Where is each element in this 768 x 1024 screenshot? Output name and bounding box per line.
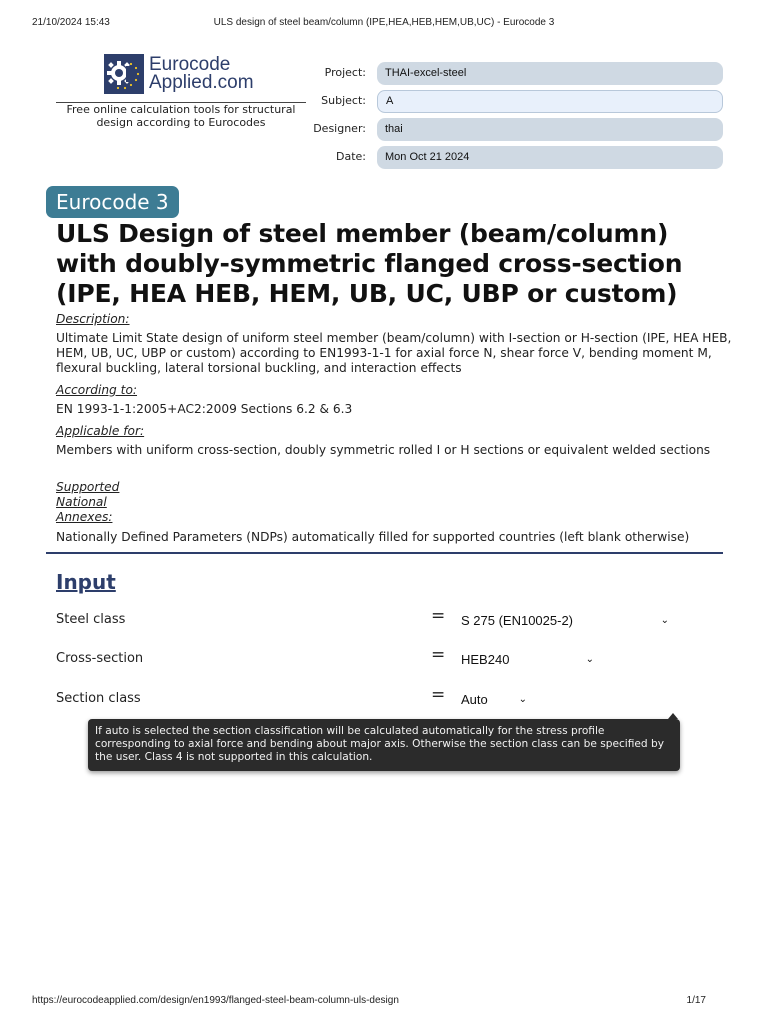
site-tagline: Free online calculation tools for structural design according to Eurocodes — [66, 103, 296, 129]
section-class-row — [56, 687, 736, 711]
annex-label-line-2: National — [56, 495, 107, 509]
project-label: Project: — [324, 66, 366, 79]
annex-text: Nationally Defined Parameters (NDPs) automatically filled for supported countries (left blank otherwise) — [56, 530, 690, 544]
chevron-down-icon: ⌄ — [585, 654, 594, 665]
steel-class-row — [56, 608, 736, 632]
print-page-title: ULS design of steel beam/column (IPE,HEA,HEB,HEM,UB,UC) - Eurocode 3 — [213, 17, 555, 28]
date-label: Date: — [336, 150, 366, 163]
project-info-form — [300, 62, 723, 174]
date-input[interactable]: Mon Oct 21 2024 — [377, 146, 723, 169]
steel-class-value: S 275 (EN10025-2) — [461, 613, 574, 628]
equals-sign: = — [431, 606, 446, 626]
project-input[interactable]: THAI-excel-steel — [377, 62, 723, 85]
date-row — [300, 146, 723, 169]
chevron-down-icon: ⌄ — [660, 615, 669, 626]
print-url: https://eurocodeapplied.com/design/en1993/flanged-steel-beam-column-uls-design — [32, 995, 399, 1006]
designer-input[interactable]: thai — [377, 118, 723, 141]
cross-section-label: Cross-section — [56, 651, 144, 666]
designer-label: Designer: — [313, 122, 366, 135]
applicable-label: Applicable for: — [56, 424, 145, 438]
print-page-number: 1/17 — [686, 995, 706, 1006]
applicable-block — [56, 424, 736, 458]
cross-section-select[interactable] — [453, 649, 594, 671]
equals-sign: = — [431, 685, 446, 705]
section-class-select[interactable] — [453, 689, 527, 711]
steel-class-label: Steel class — [56, 612, 126, 627]
annex-block — [56, 480, 736, 545]
section-class-value: Auto — [461, 692, 488, 707]
print-datetime: 21/10/2024 15:43 — [32, 17, 110, 28]
description-block — [56, 312, 736, 376]
section-class-label: Section class — [56, 691, 141, 706]
subject-input[interactable]: A — [377, 90, 723, 113]
cross-section-value: HEB240 — [461, 652, 510, 667]
annex-label-line-3: Annexes: — [56, 510, 113, 524]
subject-row — [300, 90, 723, 113]
chevron-down-icon: ⌄ — [518, 694, 527, 705]
designer-row — [300, 118, 723, 141]
cross-section-row — [56, 647, 736, 671]
input-section-heading: Input — [56, 570, 116, 594]
description-label: Description: — [56, 312, 130, 326]
steel-class-select[interactable] — [453, 610, 669, 632]
logo-line-2: Applied.com — [149, 72, 254, 93]
eurocode-badge: Eurocode 3 — [46, 186, 179, 218]
according-block — [56, 383, 736, 417]
page-title: ULS Design of steel member (beam/column) with doubly-symmetric flanged cross-section (IPE, HEA HEB, HEM, UB, UC, UBP or custom) — [56, 219, 683, 308]
annex-label-line-1: Supported — [56, 480, 120, 494]
logo-line-1: Eurocode — [149, 54, 231, 75]
equals-sign: = — [431, 645, 446, 665]
applicable-text: Members with uniform cross-section, doubly symmetric rolled I or H sections or equivalent welded sections — [56, 443, 711, 457]
section-class-tooltip: If auto is selected the section classification will be calculated automatically for the stress profile corresponding to axial force and bending about major axis. Otherwise the section class can be specified by the user. Class 4 is not supported in this calculation. — [88, 719, 680, 771]
according-text: EN 1993-1-1:2005+AC2:2009 Sections 6.2 & 6.3 — [56, 402, 353, 416]
project-row — [300, 62, 723, 85]
section-divider — [46, 552, 723, 554]
site-logo[interactable] — [104, 54, 254, 94]
subject-label: Subject: — [321, 94, 366, 107]
logo-wordmark — [149, 56, 254, 92]
gear-star-logo-icon — [104, 54, 144, 94]
description-text: Ultimate Limit State design of uniform steel member (beam/column) with I-section or H-section (IPE, HEA HEB, HEM, UB, UC, UBP or custom) according to EN1993-1-1 for axial force N, shear force V, bending moment M, flexural buckling, lateral torsional buckling, and interaction effects — [56, 331, 732, 375]
according-label: According to: — [56, 383, 138, 397]
